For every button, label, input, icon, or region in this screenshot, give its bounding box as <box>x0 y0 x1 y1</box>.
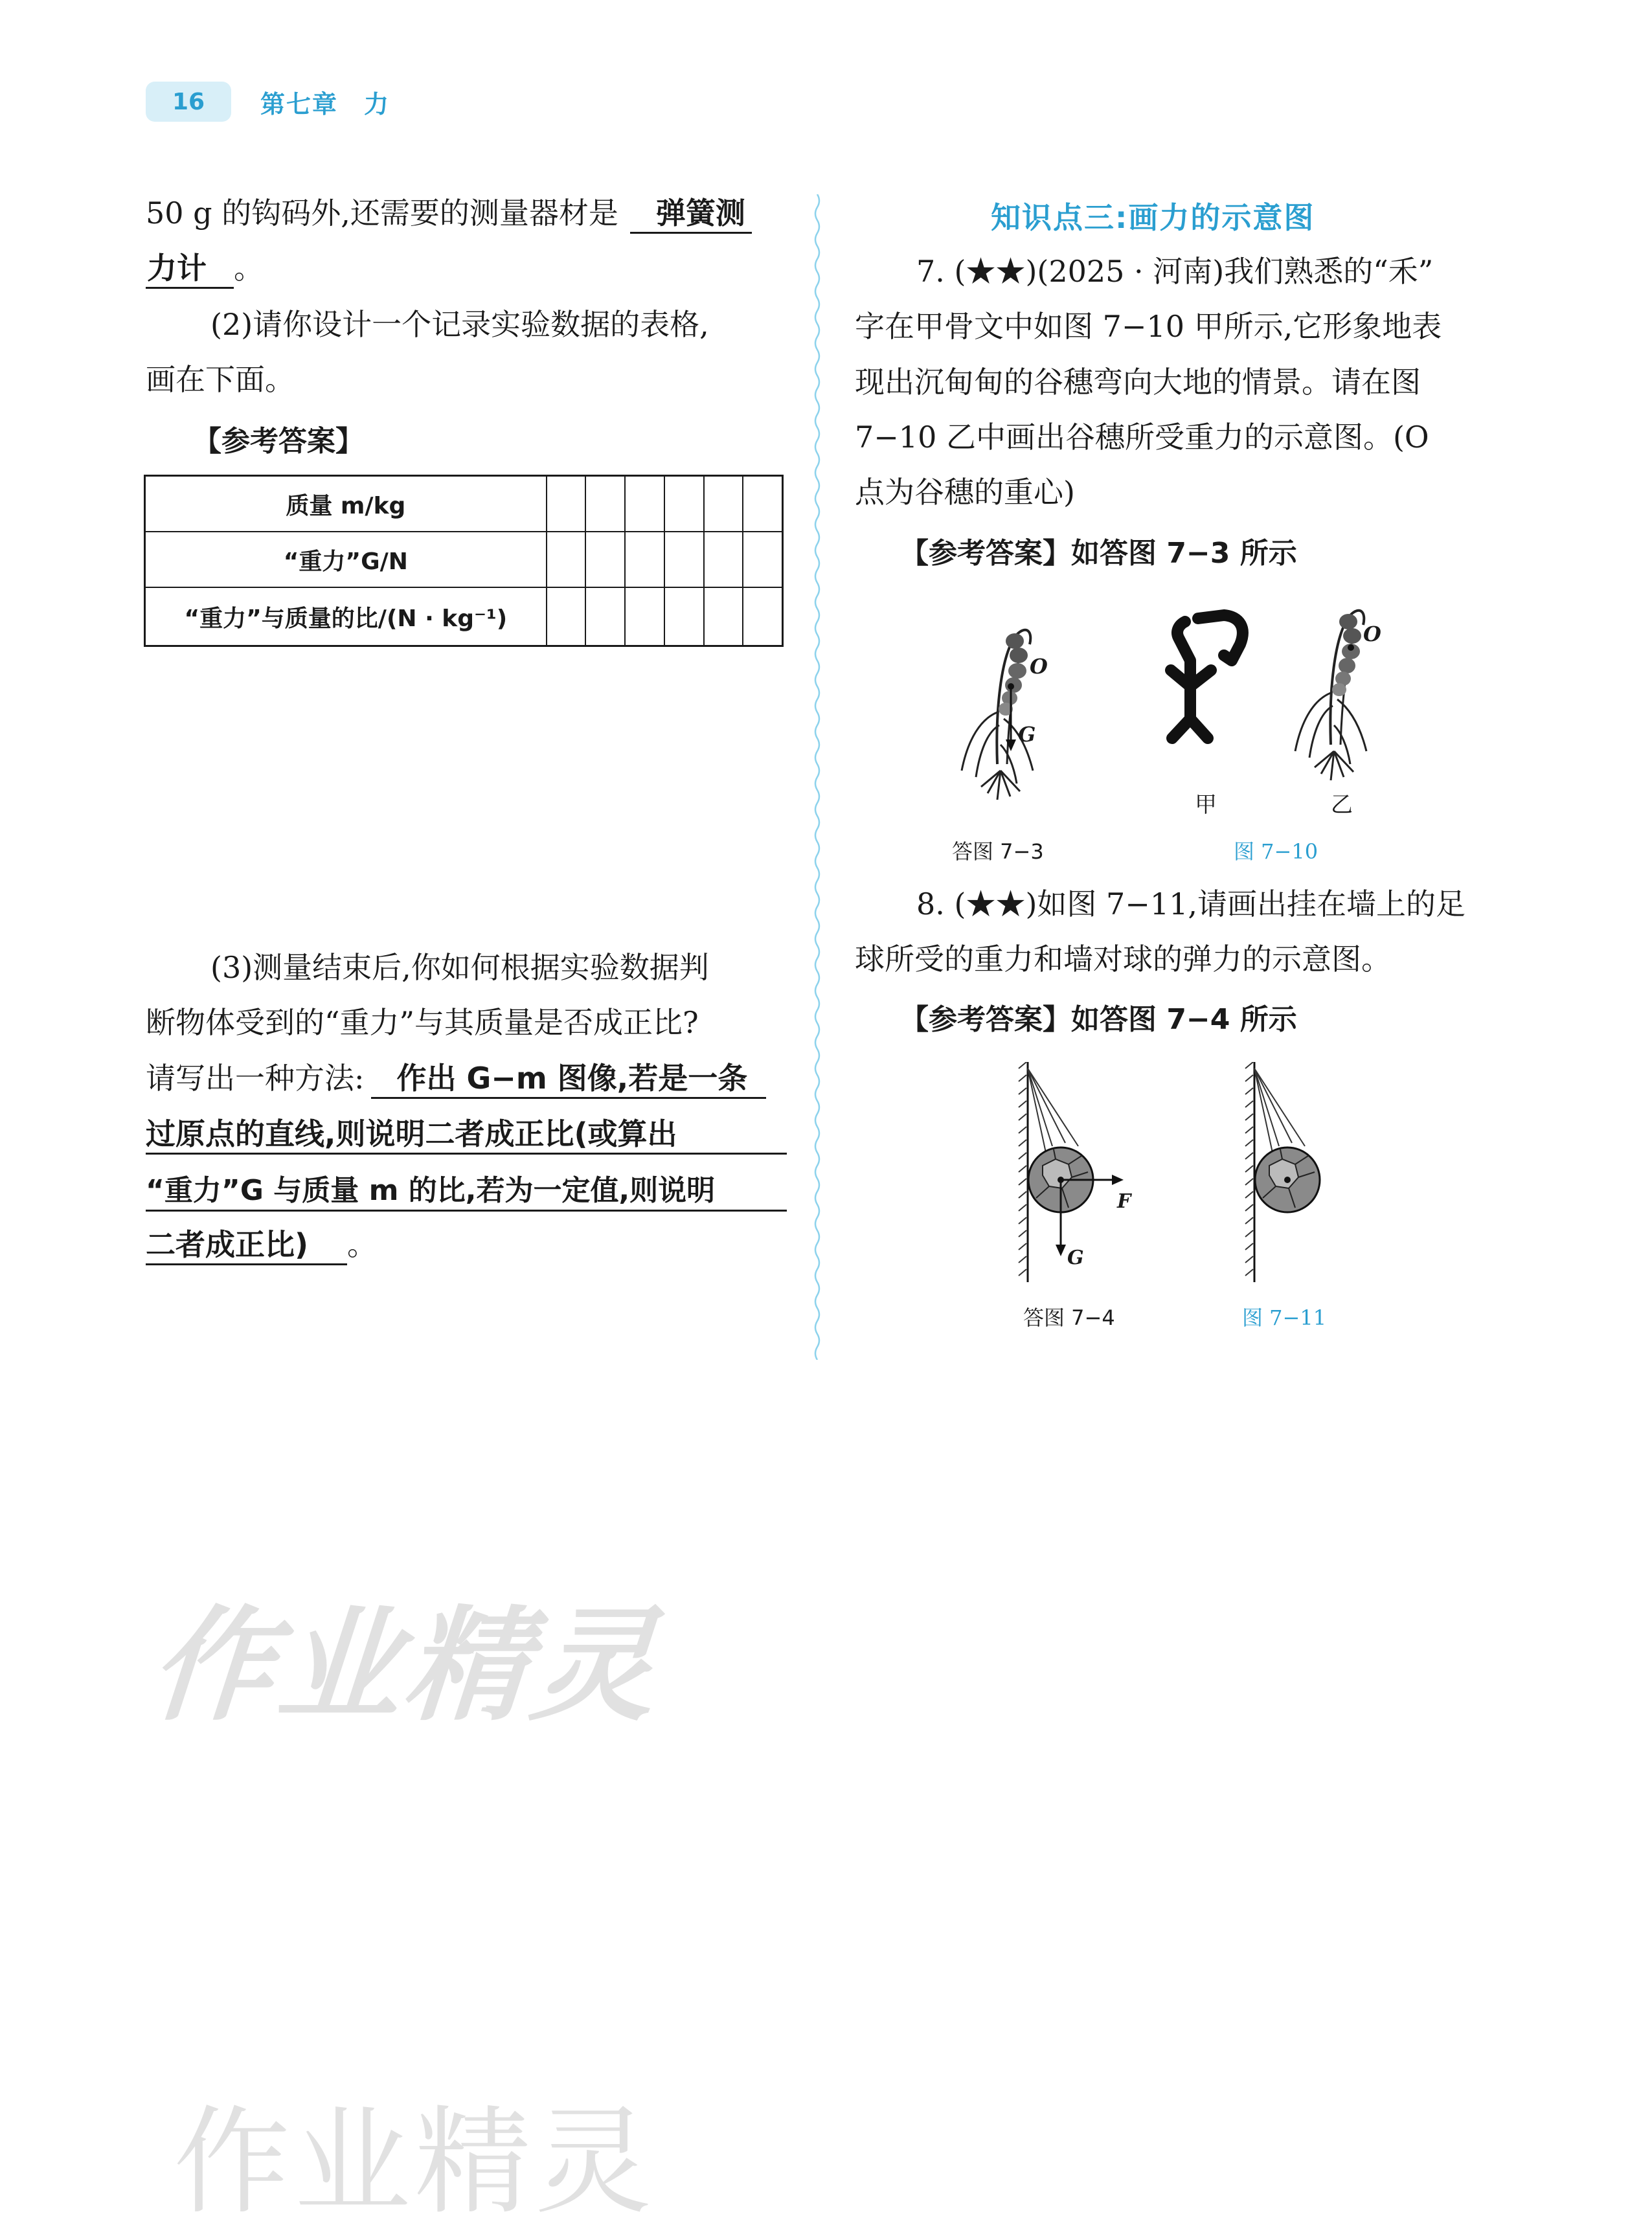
watermark-logo-2: 作业精灵 <box>174 2095 656 2230</box>
table-cell <box>704 587 743 646</box>
fig7-11-caption: 图 7−11 <box>1242 1305 1327 1330</box>
q6-part3-line-2: 断物体受到的“重力”与其质量是否成正比? <box>146 1005 699 1040</box>
table-cell <box>664 532 704 587</box>
q6-part3-answer-line-3: “重力”G 与质量 m 的比,若为一定值,则说明 <box>146 1172 787 1212</box>
q6-part2-line-1: (2)请你设计一个记录实验数据的表格, <box>210 307 709 342</box>
table-cell <box>547 532 586 587</box>
q6-part3-answer-line-1: 作出 G−m 图像,若是一条 <box>371 1059 766 1099</box>
table-row-header-gravity: “重力”G/N <box>145 532 547 587</box>
q8-line-1: 8. (★★)如图 7−11,请画出挂在墙上的足 <box>916 886 1465 921</box>
q6-part3-answer-line-2: 过原点的直线,则说明二者成正比(或算出 <box>146 1115 787 1155</box>
fig7-10-label-O: O <box>1363 622 1381 646</box>
table-cell <box>704 532 743 587</box>
q6-continuation-line-1 <box>146 194 752 234</box>
table-cell <box>664 476 704 532</box>
q6-part3-line-6 <box>146 1226 377 1265</box>
q6-period: 。 <box>234 251 264 286</box>
table-cell <box>625 587 664 646</box>
table-cell <box>743 476 782 532</box>
q6-part3-line-4 <box>146 1115 787 1155</box>
reference-answer-label: 【参考答案】 <box>193 425 364 458</box>
table-cell <box>585 476 625 532</box>
q6-text: 50 g 的钩码外,还需要的测量器材是 <box>146 196 618 231</box>
fig7-3-caption: 答图 7−3 <box>952 839 1044 864</box>
q6-part3-line-5 <box>146 1171 787 1212</box>
fig7-3-label-G: G <box>1018 722 1036 747</box>
section-heading: 知识点三:画力的示意图 <box>991 200 1315 235</box>
fig7-4-caption: 答图 7−4 <box>1023 1305 1115 1330</box>
watermark-logo-1: 作业精灵 <box>138 1594 693 1737</box>
table-cell <box>704 476 743 532</box>
soccer-ball-question-figure <box>1234 1062 1337 1282</box>
q7-reference-answer: 【参考答案】如答图 7−3 所示 <box>900 537 1297 570</box>
fig7-3-label-O: O <box>1030 654 1048 679</box>
table-row <box>145 476 783 532</box>
fig7-4-label-F: F <box>1117 1190 1131 1213</box>
table-cell <box>743 587 782 646</box>
table-row-header-ratio: “重力”与质量的比/(N · kg⁻¹) <box>145 587 547 646</box>
q6-part3-answer-line-4: 二者成正比) <box>146 1226 347 1265</box>
table-row <box>145 587 783 646</box>
table-cell <box>585 587 625 646</box>
q8-reference-answer: 【参考答案】如答图 7−4 所示 <box>900 1003 1297 1036</box>
q6-part3-line-1: (3)测量结束后,你如何根据实验数据判 <box>210 950 709 985</box>
grain-plant-question-figure <box>1269 589 1418 803</box>
q7-line-5: 点为谷穗的重心) <box>855 475 1075 510</box>
fig7-10-label-jia: 甲 <box>1195 792 1217 818</box>
q8-line-2: 球所受的重力和墙对球的弹力的示意图。 <box>855 942 1391 977</box>
q6-part2-line-2: 画在下面。 <box>146 362 295 397</box>
table-cell <box>664 587 704 646</box>
q6-continuation-line-2 <box>146 249 264 289</box>
table-cell <box>743 532 782 587</box>
q6-answer-part-2: 力计 <box>146 249 234 289</box>
table-cell <box>547 476 586 532</box>
fig7-10-label-yi: 乙 <box>1331 792 1353 818</box>
q6-part3-period: 。 <box>347 1227 378 1262</box>
data-record-table <box>144 475 784 647</box>
page-number-badge: 16 <box>146 82 231 122</box>
q7-line-4: 7−10 乙中画出谷穗所受重力的示意图。(O <box>855 420 1429 455</box>
table-cell <box>585 532 625 587</box>
q6-part3-prompt: 请写出一种方法: <box>146 1061 365 1096</box>
fig7-10-caption: 图 7−10 <box>1234 839 1318 864</box>
fig7-4-label-G: G <box>1067 1247 1084 1269</box>
table-row <box>145 532 783 587</box>
q7-line-1: 7. (★★)(2025 · 河南)我们熟悉的“禾” <box>916 254 1434 289</box>
table-cell <box>625 532 664 587</box>
q6-part3-line-3 <box>146 1059 766 1099</box>
table-cell <box>625 476 664 532</box>
table-cell <box>547 587 586 646</box>
q7-line-3: 现出沉甸甸的谷穗弯向大地的情景。请在图 <box>855 365 1421 400</box>
column-divider <box>813 194 822 1360</box>
grain-plant-answer-figure <box>936 615 1085 829</box>
q6-answer-part-1: 弹簧测 <box>630 194 752 234</box>
oracle-bone-character-figure <box>1153 609 1256 764</box>
q7-line-2: 字在甲骨文中如图 7−10 甲所示,它形象地表 <box>855 309 1442 344</box>
table-row-header-mass: 质量 m/kg <box>145 476 547 532</box>
chapter-title: 第七章 力 <box>260 90 390 119</box>
